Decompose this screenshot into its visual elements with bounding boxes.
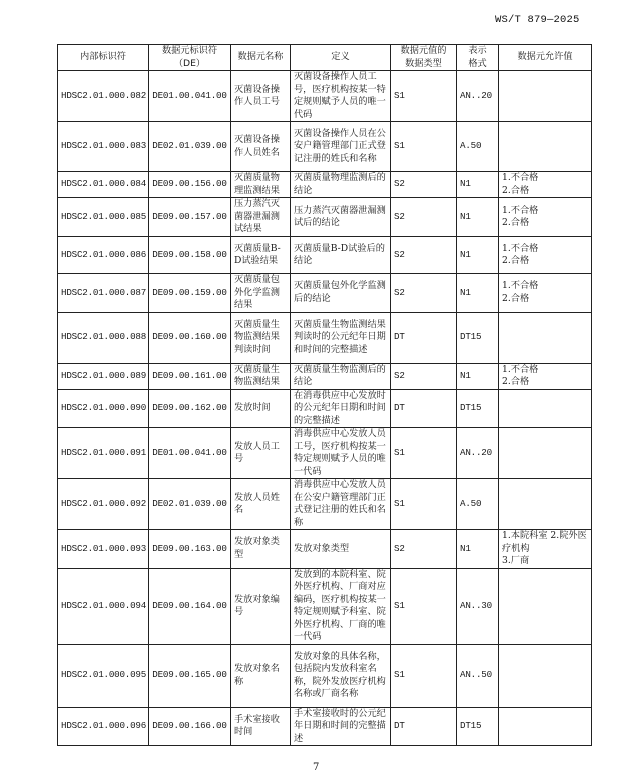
table-row bbox=[58, 568, 592, 644]
allowed-value: 1.不合格 bbox=[502, 172, 539, 183]
cell-name: 灭菌质量生物监测结果判读时间 bbox=[231, 312, 291, 363]
table-row bbox=[58, 363, 592, 389]
cell-definition: 发放对象的具体名称，包括院内发放科室名称，院外发放医疗机构名称或厂商名称 bbox=[291, 644, 391, 707]
header-format bbox=[457, 45, 499, 71]
cell-type: S1 bbox=[391, 479, 457, 530]
allowed-value: 1.不合格 bbox=[502, 363, 539, 375]
cell-format: AN..30 bbox=[457, 568, 499, 644]
table-row bbox=[58, 172, 592, 198]
cell-allowed bbox=[499, 428, 592, 479]
cell-format: N1 bbox=[457, 237, 499, 274]
cell-type: S2 bbox=[391, 274, 457, 313]
cell-format: AN..20 bbox=[457, 428, 499, 479]
cell-format: N1 bbox=[457, 274, 499, 313]
cell-de-id: DE09.00.163.00 bbox=[149, 530, 231, 569]
header-type-line2: 数据类型 bbox=[405, 57, 442, 69]
cell-de-id: DE09.00.160.00 bbox=[149, 312, 231, 363]
cell-allowed bbox=[499, 363, 592, 389]
cell-allowed bbox=[499, 122, 592, 172]
cell-format: N1 bbox=[457, 363, 499, 389]
cell-type: S2 bbox=[391, 198, 457, 237]
header-de-id bbox=[149, 45, 231, 71]
cell-format: N1 bbox=[457, 172, 499, 198]
header-type bbox=[391, 45, 457, 71]
header-definition: 定义 bbox=[291, 45, 391, 71]
cell-type: DT bbox=[391, 312, 457, 363]
cell-internal-id: HDSC2.01.000.095 bbox=[58, 644, 149, 707]
cell-definition: 灭菌质量B-D试验后的结论 bbox=[291, 237, 391, 274]
table-row bbox=[58, 312, 592, 363]
allowed-value: 2.合格 bbox=[502, 255, 530, 266]
table-row bbox=[58, 122, 592, 172]
header-internal-id: 内部标识符 bbox=[58, 45, 149, 71]
cell-format: DT15 bbox=[457, 707, 499, 746]
cell-allowed bbox=[499, 389, 592, 428]
cell-de-id: DE09.00.159.00 bbox=[149, 274, 231, 313]
cell-internal-id: HDSC2.01.000.091 bbox=[58, 428, 149, 479]
data-element-table bbox=[57, 44, 592, 746]
cell-definition: 灭菌设备操作人员在公安户籍管理部门正式登记注册的姓氏和名称 bbox=[291, 122, 391, 172]
allowed-value: 1.不合格 bbox=[502, 204, 539, 216]
allowed-value: 1.不合格 bbox=[502, 242, 539, 254]
cell-de-id: DE09.00.166.00 bbox=[149, 707, 231, 746]
cell-name: 发放对象名称 bbox=[231, 644, 291, 707]
cell-definition: 压力蒸汽灭菌器泄漏测试后的结论 bbox=[291, 198, 391, 237]
cell-name: 发放对象类型 bbox=[231, 530, 291, 569]
cell-type: S1 bbox=[391, 428, 457, 479]
cell-internal-id: HDSC2.01.000.093 bbox=[58, 530, 149, 569]
allowed-value: 2.合格 bbox=[502, 217, 530, 228]
cell-de-id: DE02.01.039.00 bbox=[149, 479, 231, 530]
table-row bbox=[58, 707, 592, 746]
cell-format: A.50 bbox=[457, 479, 499, 530]
cell-internal-id: HDSC2.01.000.092 bbox=[58, 479, 149, 530]
cell-name: 手术室接收时间 bbox=[231, 707, 291, 746]
cell-allowed bbox=[499, 568, 592, 644]
cell-allowed bbox=[499, 172, 592, 198]
cell-name: 压力蒸汽灭菌器泄漏测试结果 bbox=[231, 198, 291, 237]
cell-internal-id: HDSC2.01.000.086 bbox=[58, 237, 149, 274]
cell-allowed bbox=[499, 237, 592, 274]
cell-type: DT bbox=[391, 707, 457, 746]
cell-allowed bbox=[499, 71, 592, 122]
cell-format: N1 bbox=[457, 198, 499, 237]
cell-name: 灭菌设备操作人员工号 bbox=[231, 71, 291, 122]
cell-name: 灭菌质量生物监测结果 bbox=[231, 363, 291, 389]
cell-format: N1 bbox=[457, 530, 499, 569]
header-type-line1: 数据元值的 bbox=[400, 45, 447, 56]
cell-de-id: DE09.00.156.00 bbox=[149, 172, 231, 198]
cell-definition: 在消毒供应中心发放时的公元纪年日期和时间的完整描述 bbox=[291, 389, 391, 428]
cell-de-id: DE09.00.161.00 bbox=[149, 363, 231, 389]
cell-name: 灭菌质量包外化学监测结果 bbox=[231, 274, 291, 313]
cell-name: 发放人员姓名 bbox=[231, 479, 291, 530]
allowed-value: 1.不合格 bbox=[502, 280, 539, 292]
header-name: 数据元名称 bbox=[231, 45, 291, 71]
cell-allowed bbox=[499, 530, 592, 569]
allowed-value: 2.合格 bbox=[502, 184, 530, 196]
cell-definition: 发放对象类型 bbox=[291, 530, 391, 569]
table-row bbox=[58, 428, 592, 479]
table-row bbox=[58, 530, 592, 569]
cell-internal-id: HDSC2.01.000.087 bbox=[58, 274, 149, 313]
cell-name: 发放时间 bbox=[231, 389, 291, 428]
table-row bbox=[58, 644, 592, 707]
cell-type: S1 bbox=[391, 644, 457, 707]
cell-allowed bbox=[499, 312, 592, 363]
cell-type: S1 bbox=[391, 568, 457, 644]
cell-internal-id: HDSC2.01.000.088 bbox=[58, 312, 149, 363]
page-number: 7 bbox=[313, 762, 320, 773]
cell-definition: 消毒供应中心发放人员工号，医疗机构按某一特定规则赋予人员的唯一代码 bbox=[291, 428, 391, 479]
cell-de-id: DE09.00.165.00 bbox=[149, 644, 231, 707]
cell-internal-id: HDSC2.01.000.096 bbox=[58, 707, 149, 746]
cell-type: S2 bbox=[391, 172, 457, 198]
cell-de-id: DE09.00.164.00 bbox=[149, 568, 231, 644]
cell-type: S2 bbox=[391, 530, 457, 569]
cell-type: S2 bbox=[391, 237, 457, 274]
table-row bbox=[58, 237, 592, 274]
cell-format: DT15 bbox=[457, 312, 499, 363]
cell-allowed bbox=[499, 644, 592, 707]
cell-type: S1 bbox=[391, 71, 457, 122]
allowed-value: 3.厂商 bbox=[502, 555, 530, 566]
standard-code: WS/T 879—2025 bbox=[495, 14, 580, 26]
header-allowed: 数据元允许值 bbox=[499, 45, 592, 71]
cell-de-id: DE09.00.162.00 bbox=[149, 389, 231, 428]
cell-name: 灭菌质量物理监测结果 bbox=[231, 172, 291, 198]
table-header-row bbox=[58, 45, 592, 71]
cell-definition: 消毒供应中心发放人员在公安户籍管理部门正式登记注册的姓氏和名称 bbox=[291, 479, 391, 530]
cell-internal-id: HDSC2.01.000.089 bbox=[58, 363, 149, 389]
cell-allowed bbox=[499, 479, 592, 530]
header-de-id-line2: （DE） bbox=[173, 57, 206, 69]
cell-internal-id: HDSC2.01.000.082 bbox=[58, 71, 149, 122]
cell-internal-id: HDSC2.01.000.085 bbox=[58, 198, 149, 237]
cell-definition: 发放到的本院科室、院外医疗机构、厂商对应编码，医疗机构按某一特定规则赋予科室、院外医疗机构、厂商的唯一代码 bbox=[291, 568, 391, 644]
cell-format: AN..50 bbox=[457, 644, 499, 707]
cell-definition: 灭菌质量包外化学监测后的结论 bbox=[291, 274, 391, 313]
table-row bbox=[58, 71, 592, 122]
cell-definition: 灭菌质量生物监测结果判读时的公元纪年日期和时间的完整描述 bbox=[291, 312, 391, 363]
table-row bbox=[58, 479, 592, 530]
cell-de-id: DE01.00.041.00 bbox=[149, 428, 231, 479]
cell-definition: 灭菌设备操作人员工号，医疗机构按某一特定规则赋予人员的唯一代码 bbox=[291, 71, 391, 122]
cell-internal-id: HDSC2.01.000.083 bbox=[58, 122, 149, 172]
cell-allowed bbox=[499, 274, 592, 313]
cell-type: S2 bbox=[391, 363, 457, 389]
cell-format: AN..20 bbox=[457, 71, 499, 122]
allowed-value: 2.合格 bbox=[502, 292, 530, 304]
cell-de-id: DE01.00.041.00 bbox=[149, 71, 231, 122]
cell-de-id: DE09.00.157.00 bbox=[149, 198, 231, 237]
cell-name: 灭菌设备操作人员姓名 bbox=[231, 122, 291, 172]
cell-internal-id: HDSC2.01.000.090 bbox=[58, 389, 149, 428]
cell-definition: 手术室接收时的公元纪年日期和时间的完整描述 bbox=[291, 707, 391, 746]
cell-de-id: DE02.01.039.00 bbox=[149, 122, 231, 172]
table-row bbox=[58, 274, 592, 313]
cell-de-id: DE09.00.158.00 bbox=[149, 237, 231, 274]
header-format-line1: 表示 bbox=[468, 45, 487, 56]
cell-definition: 灭菌质量生物监测后的结论 bbox=[291, 363, 391, 389]
cell-name: 灭菌质量B-D试验结果 bbox=[231, 237, 291, 274]
cell-definition: 灭菌质量物理监测后的结论 bbox=[291, 172, 391, 198]
header-format-line2: 格式 bbox=[468, 57, 487, 69]
allowed-value: 1.本院科室 2.院外医疗机构 bbox=[502, 530, 587, 554]
table-row bbox=[58, 389, 592, 428]
cell-internal-id: HDSC2.01.000.084 bbox=[58, 172, 149, 198]
cell-type: DT bbox=[391, 389, 457, 428]
cell-internal-id: HDSC2.01.000.094 bbox=[58, 568, 149, 644]
cell-type: S1 bbox=[391, 122, 457, 172]
cell-format: A.50 bbox=[457, 122, 499, 172]
table-row bbox=[58, 198, 592, 237]
allowed-value: 2.合格 bbox=[502, 376, 530, 387]
cell-name: 发放人员工号 bbox=[231, 428, 291, 479]
cell-allowed bbox=[499, 707, 592, 746]
cell-format: DT15 bbox=[457, 389, 499, 428]
header-de-id-line1: 数据元标识符 bbox=[161, 45, 218, 56]
cell-name: 发放对象编号 bbox=[231, 568, 291, 644]
cell-allowed bbox=[499, 198, 592, 237]
